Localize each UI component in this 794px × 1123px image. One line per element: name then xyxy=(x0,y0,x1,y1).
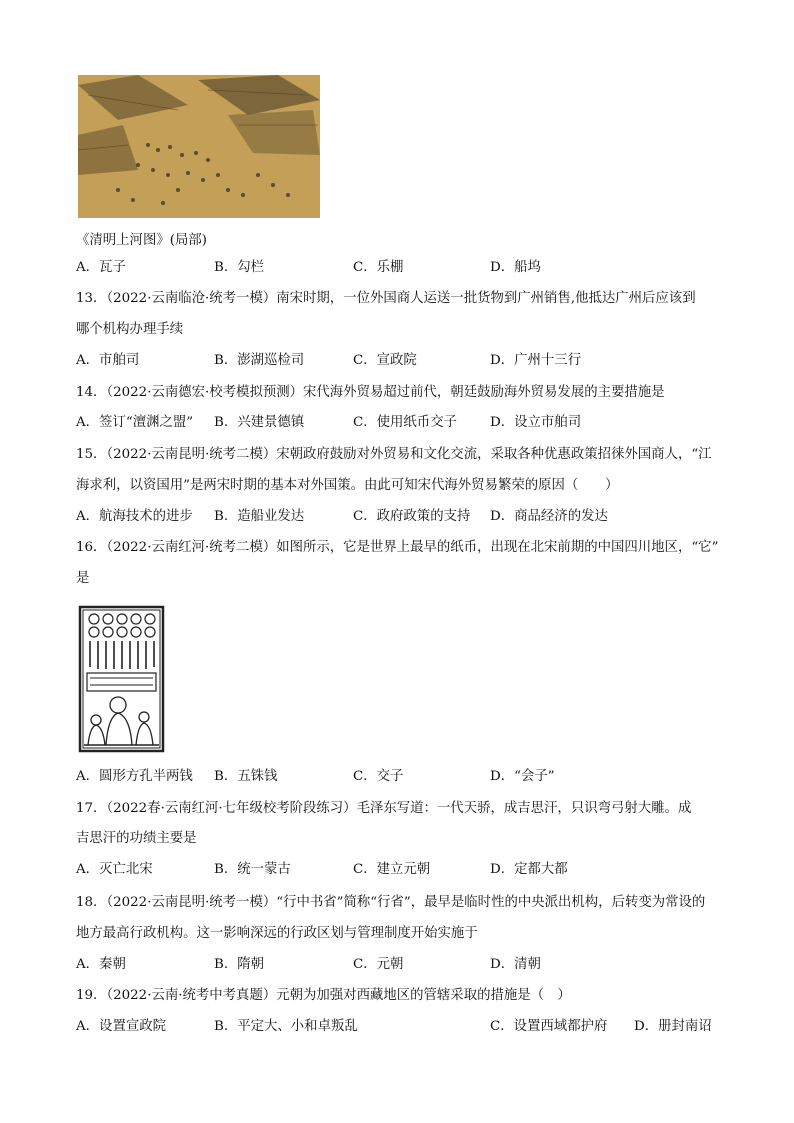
q18-option-c[interactable]: C．元朝 xyxy=(353,957,404,972)
q19-option-a[interactable]: A．设置宣政院 xyxy=(76,1019,167,1034)
q13-stem-line-2: 哪个机构办理手续 xyxy=(76,322,184,337)
q16-option-b[interactable]: B．五铢钱 xyxy=(214,769,278,784)
q17-option-d[interactable]: D．定都大都 xyxy=(490,862,568,877)
q13-option-d[interactable]: D．广州十三行 xyxy=(490,353,582,368)
q13-stem-line-1: 13．（2022·云南临沧·统考一模）南宋时期，一位外国商人运送一批货物到广州销售,他抵达广州后应该到 xyxy=(76,291,696,306)
q16-option-c[interactable]: C．交子 xyxy=(353,769,404,784)
q15-stem-line-2: 海求利，以资国用”是两宋时期的基本对外国策。由此可知宋代海外贸易繁荣的原因（ ） xyxy=(76,478,619,493)
q12-option-b[interactable]: B．勾栏 xyxy=(214,260,265,275)
q14-option-d[interactable]: D．设立市舶司 xyxy=(490,415,582,430)
q17-option-c[interactable]: C．建立元朝 xyxy=(353,862,431,877)
q18-option-a[interactable]: A．秦朝 xyxy=(76,957,126,972)
q16-stem-line-2: 是 xyxy=(76,571,90,586)
q12-option-d[interactable]: D．船坞 xyxy=(490,260,541,275)
q16-option-d[interactable]: D．“会子” xyxy=(490,769,555,784)
q17-option-a[interactable]: A．灭亡北宋 xyxy=(76,862,153,877)
q18-option-b[interactable]: B．隋朝 xyxy=(214,957,265,972)
q13-option-c[interactable]: C．宣政院 xyxy=(353,353,417,368)
q19-option-d[interactable]: D．册封南诏 xyxy=(634,1019,712,1034)
q19-option-c[interactable]: C．设置西域都护府 xyxy=(490,1019,608,1034)
q18-stem-line-1: 18．（2022·云南昆明·统考一模）“行中书省”简称“行省”，最早是临时性的中央派出机构，后转变为常设的 xyxy=(76,895,706,910)
q16-stem-line-1: 16．（2022·云南红河·统考二模）如图所示，它是世界上最早的纸币，出现在北宋前期的中国四川地区，“它” xyxy=(76,540,719,555)
q14-stem-line-1: 14．（2022·云南德宏·校考模拟预测）宋代海外贸易超过前代，朝廷鼓励海外贸易发展的主要措施是 xyxy=(76,385,665,400)
q14-option-c[interactable]: C．使用纸币交子 xyxy=(353,415,457,430)
q13-options xyxy=(76,351,736,371)
q12-option-a[interactable]: A．瓦子 xyxy=(76,260,126,275)
q19-option-b[interactable]: B．平定大、小和卓叛乱 xyxy=(214,1019,358,1034)
q19-options xyxy=(76,1017,736,1037)
q12-option-c[interactable]: C．乐棚 xyxy=(353,260,404,275)
q15-option-a[interactable]: A．航海技术的进步 xyxy=(76,509,193,524)
q14-option-a[interactable]: A．签订“澶渊之盟” xyxy=(76,415,194,430)
q18-options xyxy=(76,955,736,975)
q15-options xyxy=(76,507,736,527)
q16-options xyxy=(76,767,736,787)
q15-option-d[interactable]: D．商品经济的发达 xyxy=(490,509,608,524)
q19-stem-line-1: 19．（2022·云南·统考中考真题）元朝为加强对西藏地区的管辖采取的措施是（ ） xyxy=(76,988,571,1003)
q15-option-c[interactable]: C．政府政策的支持 xyxy=(353,509,471,524)
painting-caption: 《清明上河图》(局部) xyxy=(76,233,207,248)
q16-option-a[interactable]: A．圆形方孔半两钱 xyxy=(76,769,193,784)
q17-stem-line-1: 17．（2022春·云南红河·七年级校考阶段练习）毛泽东写道：一代天骄，成吉思汗，只识弯弓射大雕。成 xyxy=(76,801,692,816)
q13-option-b[interactable]: B．澎湖巡检司 xyxy=(214,353,305,368)
jiaozi-banknote-image xyxy=(78,605,165,753)
q13-option-a[interactable]: A．市舶司 xyxy=(76,353,140,368)
q15-option-b[interactable]: B．造船业发达 xyxy=(214,509,305,524)
q14-options xyxy=(76,413,736,433)
q17-options xyxy=(76,860,736,880)
q18-option-d[interactable]: D．清朝 xyxy=(490,957,541,972)
q18-stem-line-2: 地方最高行政机构。这一影响深远的行政区划与管理制度开始实施于 xyxy=(76,926,478,941)
q15-stem-line-1: 15．（2022·云南昆明·统考二模）宋朝政府鼓励对外贸易和文化交流，采取各种优惠政策招徕外国商人，“江 xyxy=(76,447,712,462)
q14-option-b[interactable]: B．兴建景德镇 xyxy=(214,415,305,430)
qingming-painting-image xyxy=(78,75,320,218)
q17-stem-line-2: 吉思汗的功绩主要是 xyxy=(76,831,197,846)
q17-option-b[interactable]: B．统一蒙古 xyxy=(214,862,291,877)
q12-options xyxy=(76,258,736,278)
